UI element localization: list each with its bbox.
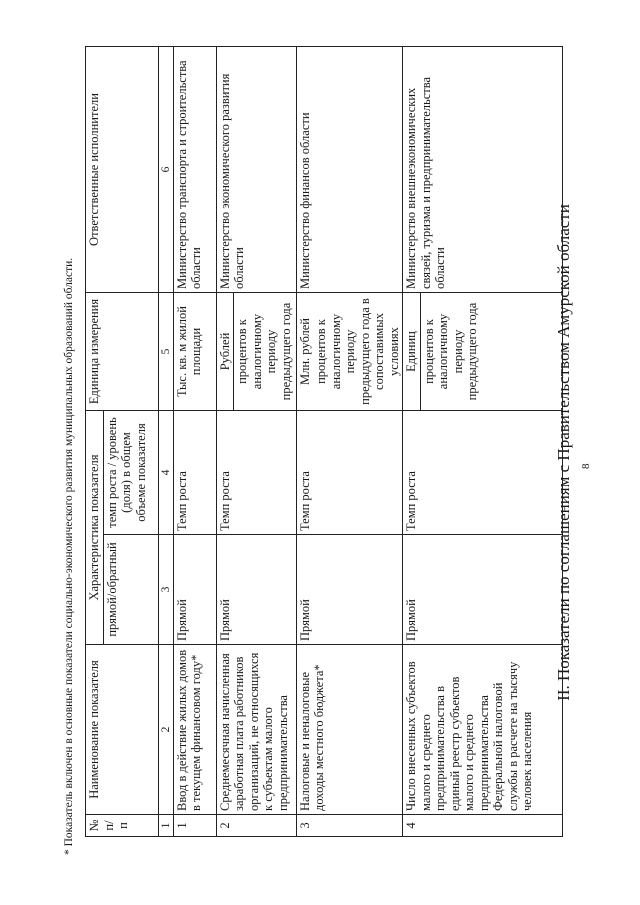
col-number: 5 (158, 293, 173, 411)
header-num: № п/п (86, 815, 159, 837)
col-number: 3 (158, 535, 173, 645)
table-row (403, 47, 563, 837)
col-number: 4 (158, 411, 173, 535)
row-num: 2 (216, 815, 296, 837)
unit-primary: Млн. рублей (297, 318, 312, 385)
table-row (173, 47, 216, 837)
indicators-table (85, 46, 563, 837)
row-unit (296, 293, 403, 411)
row-executor: Министерство внешнеэкономических связей, туризма и предпринимательства области (403, 47, 563, 293)
row-unit (403, 293, 563, 411)
col-number: 6 (158, 47, 173, 293)
row-growth: Темп роста (216, 411, 296, 535)
row-name: Ввод в действие жилых домов в текущем финансовом году* (173, 645, 216, 815)
row-direction: Прямой (216, 535, 296, 645)
row-name: Число внесенных субъектов малого и среднего предпринимательства в единый реестр субъектов малого и среднего предпринимательства Федеральной налоговой службы в расчете на тысячу человек населения (403, 645, 563, 815)
col-number: 1 (158, 815, 173, 837)
row-executor: Министерство транспорта и строительства области (173, 47, 216, 293)
header-executors: Ответственные исполнители (86, 47, 159, 293)
unit-secondary: процентов к аналогичному периоду предыдущего года (421, 302, 479, 401)
row-growth: Темп роста (403, 411, 563, 535)
row-name: Налоговые и неналоговые доходы местного бюджета* (296, 645, 403, 815)
header-unit: Единица измерения (86, 293, 159, 411)
row-num: 4 (403, 815, 563, 837)
row-direction: Прямой (296, 535, 403, 645)
row-growth: Темп роста (173, 411, 216, 535)
row-unit (216, 293, 296, 411)
row-direction: Прямой (403, 535, 563, 645)
header-growth: темп роста / уровень (доля) в общем объеме показателя (103, 411, 158, 535)
row-direction: Прямой (173, 535, 216, 645)
row-executor: Министерство финансов области (296, 47, 403, 293)
header-direction: прямой/обратный (103, 535, 158, 645)
row-executor: Министерство экономического развития области (216, 47, 296, 293)
row-num: 1 (173, 815, 216, 837)
column-numbers-row (158, 47, 173, 837)
row-growth: Темп роста (296, 411, 403, 535)
unit-secondary: процентов к аналогичному периоду предыдущего года (235, 302, 293, 401)
footnote: * Показатель включен в основные показатели социально-экономического развития муниципальных образований области. (63, 257, 75, 855)
col-number: 2 (158, 645, 173, 815)
row-num: 3 (296, 815, 403, 837)
row-name: Среднемесячная начисленная заработная плата работников организаций, не относящихся к субъектам малого предпринимательства (216, 645, 296, 815)
page-number: 8 (580, 463, 592, 469)
unit-primary: Рублей (217, 293, 234, 410)
unit-primary: Единиц (403, 293, 420, 410)
unit-secondary: процентов к аналогичному периоду предыдущего года в сопоставимых условиях (314, 298, 401, 405)
row-unit: Тыс. кв. м жилой площади (173, 293, 216, 411)
section-heading: II. Показатели по соглашениям с Правительством Амурской области (554, 204, 573, 701)
table-header-row (86, 47, 104, 837)
header-name: Наименование показателя (86, 645, 159, 815)
table-row (296, 47, 403, 837)
table-row (216, 47, 296, 837)
header-characteristic: Характеристика показателя (86, 411, 104, 645)
